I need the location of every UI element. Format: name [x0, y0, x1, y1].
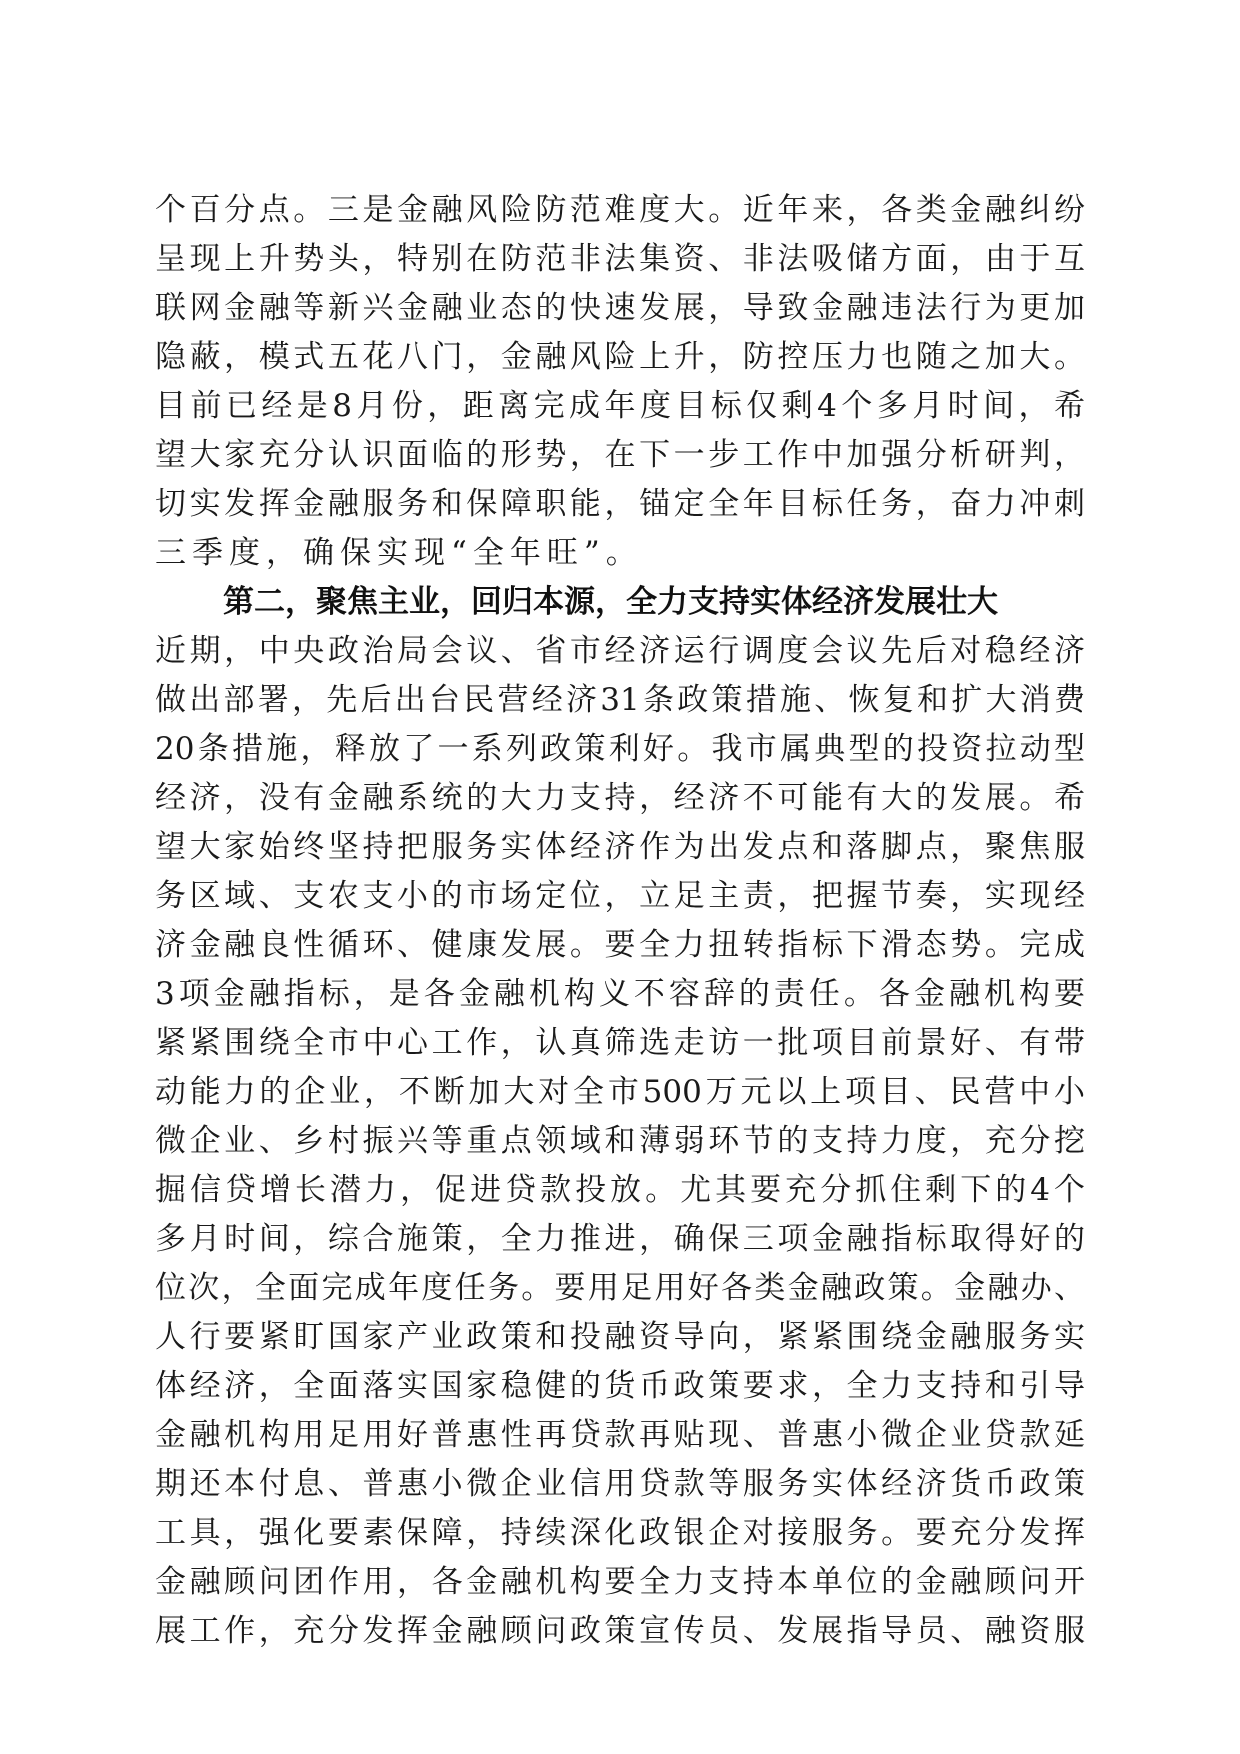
text-line: 望大家充分认识面临的形势，在下一步工作中加强分析研判， [155, 437, 1085, 473]
text-line: 20条措施，释放了一系列政策利好。我市属典型的投资拉动型 [155, 731, 1085, 767]
section-heading: 第二，聚焦主业，回归本源，全力支持实体经济发展壮大 [223, 584, 998, 620]
text-line: 人行要紧盯国家产业政策和投融资导向，紧紧围绕金融服务实 [155, 1319, 1085, 1355]
text-line: 3项金融指标，是各金融机构义不容辞的责任。各金融机构要 [155, 976, 1085, 1012]
text-line: 经济，没有金融系统的大力支持，经济不可能有大的发展。希 [155, 780, 1085, 816]
text-line: 联网金融等新兴金融业态的快速发展，导致金融违法行为更加 [155, 290, 1085, 326]
text-line: 望大家始终坚持把服务实体经济作为出发点和落脚点，聚焦服 [155, 829, 1085, 865]
text-line: 务区域、支农支小的市场定位，立足主责，把握节奏，实现经 [155, 878, 1085, 914]
text-line: 多月时间，综合施策，全力推进，确保三项金融指标取得好的 [155, 1221, 1085, 1257]
text-line: 位次，全面完成年度任务。要用足用好各类金融政策。金融办、 [155, 1270, 1085, 1306]
text-line: 切实发挥金融服务和保障职能，锚定全年目标任务，奋力冲刺 [155, 486, 1085, 522]
text-line: 做出部署，先后出台民营经济31条政策措施、恢复和扩大消费 [155, 682, 1085, 718]
text-line: 金融顾问团作用，各金融机构要全力支持本单位的金融顾问开 [155, 1564, 1085, 1600]
text-line: 体经济，全面落实国家稳健的货币政策要求，全力支持和引导 [155, 1368, 1085, 1404]
text-line: 展工作，充分发挥金融顾问政策宣传员、发展指导员、融资服 [155, 1613, 1085, 1649]
text-line: 期还本付息、普惠小微企业信用贷款等服务实体经济货币政策 [155, 1466, 1085, 1502]
text-line: 工具，强化要素保障，持续深化政银企对接服务。要充分发挥 [155, 1515, 1085, 1551]
text-line: 呈现上升势头，特别在防范非法集资、非法吸储方面，由于互 [155, 241, 1085, 277]
body-text [155, 186, 1085, 1656]
text-line: 个百分点。三是金融风险防范难度大。近年来，各类金融纠纷 [155, 192, 1085, 228]
text-line: 微企业、乡村振兴等重点领域和薄弱环节的支持力度，充分挖 [155, 1123, 1085, 1159]
text-line: 紧紧围绕全市中心工作，认真筛选走访一批项目前景好、有带 [155, 1025, 1085, 1061]
text-line: 近期，中央政治局会议、省市经济运行调度会议先后对稳经济 [155, 633, 1085, 669]
text-line: 三季度，确保实现“全年旺”。 [155, 535, 643, 571]
text-line: 济金融良性循环、健康发展。要全力扭转指标下滑态势。完成 [155, 927, 1085, 963]
text-line: 掘信贷增长潜力，促进贷款投放。尤其要充分抓住剩下的4个 [155, 1172, 1085, 1208]
text-line: 金融机构用足用好普惠性再贷款再贴现、普惠小微企业贷款延 [155, 1417, 1085, 1453]
text-line: 隐蔽，模式五花八门，金融风险上升，防控压力也随之加大。 [155, 339, 1085, 375]
text-line: 动能力的企业，不断加大对全市500万元以上项目、民营中小 [155, 1074, 1085, 1110]
text-line: 目前已经是8月份，距离完成年度目标仅剩4个多月时间，希 [155, 388, 1085, 424]
